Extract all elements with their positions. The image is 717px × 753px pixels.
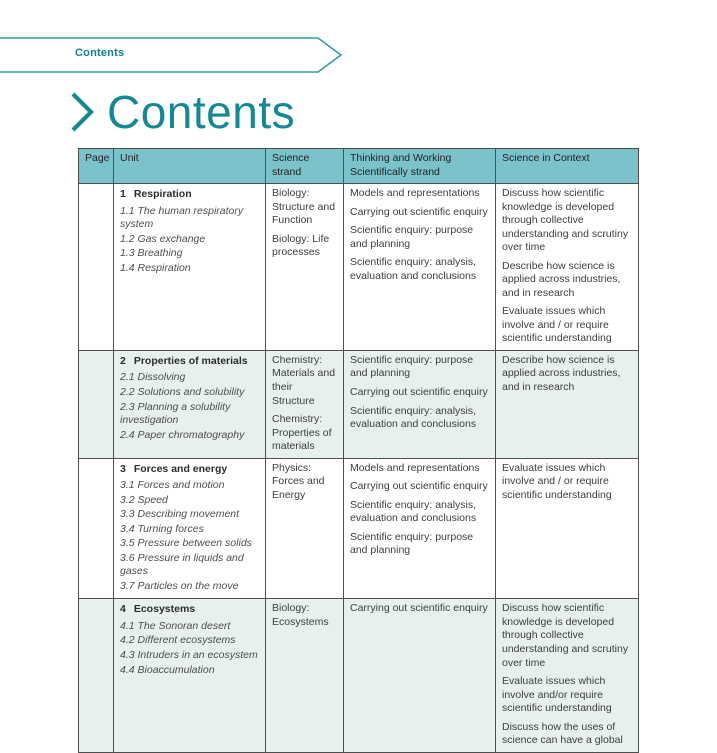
unit-cell: [114, 184, 266, 351]
text-paragraph: Discuss how the uses of science can have a global: [502, 720, 623, 747]
text-paragraph: Biology: Ecosystems: [272, 602, 329, 628]
tws-strand-cell: [344, 458, 496, 599]
text-paragraph: Discuss how scientific knowledge is developed through collective understanding and scrutiny over time: [502, 602, 629, 669]
subunit-item: 3.1 Forces and motion: [120, 479, 225, 492]
unit-title: [120, 188, 259, 202]
contents-tab-banner: [0, 36, 345, 74]
unit-cell: [114, 458, 266, 599]
tws-strand-cell: [344, 184, 496, 351]
text-paragraph: Evaluate issues which involve and / or require scientific understanding: [502, 461, 612, 501]
science-in-context-cell: [496, 458, 639, 599]
subunit-item: 2.3 Planning a solubility investigation: [120, 400, 231, 427]
text-paragraph: Scientific enquiry: analysis, evaluation and conclusions: [350, 404, 477, 431]
page-number-cell: [79, 599, 114, 752]
text-paragraph: Evaluate issues which involve and / or require scientific understanding: [502, 305, 612, 345]
unit-number: 2: [120, 354, 126, 367]
subunit-item: 2.1 Dissolving: [120, 371, 186, 384]
science-strand-cell: [266, 184, 344, 351]
table-header-row: [79, 149, 639, 184]
text-paragraph: Carrying out scientific enquiry: [350, 480, 488, 493]
text-paragraph: Scientific enquiry: analysis, evaluation and conclusions: [350, 498, 477, 525]
tws-strand-cell: [344, 350, 496, 458]
chevron-right-icon: [68, 89, 96, 135]
text-paragraph: Carrying out scientific enquiry: [350, 602, 488, 615]
unit-name: Ecosystems: [133, 603, 196, 616]
science-strand-cell: [266, 599, 344, 752]
text-paragraph: Describe how science is applied across industries, and in research: [502, 353, 621, 393]
subunit-item: 1.4 Respiration: [120, 261, 191, 274]
table-row: [79, 350, 639, 458]
text-paragraph: Physics: Forces and Energy: [272, 461, 325, 501]
science-in-context-cell: [496, 599, 639, 752]
column-header: Science in Context: [496, 149, 639, 184]
text-paragraph: Scientific enquiry: analysis, evaluation and conclusions: [350, 256, 477, 282]
text-paragraph: Evaluate issues which involve and/or require scientific understanding: [502, 675, 612, 715]
contents-table-body: [79, 184, 639, 753]
unit-number: 1: [120, 188, 126, 201]
science-strand-cell: [266, 458, 344, 599]
subunit-item: 3.3 Describing movement: [120, 508, 240, 521]
unit-title: [120, 463, 259, 477]
unit-name: Respiration: [133, 188, 192, 201]
subunit-item: 3.2 Speed: [120, 493, 168, 506]
text-paragraph: Discuss how scientific knowledge is developed through collective understanding and scrutiny over time: [502, 187, 629, 254]
subunit-item: 3.6 Pressure in liquids and gases: [120, 551, 244, 578]
text-paragraph: Scientific enquiry: purpose and planning: [350, 530, 474, 557]
subunit-item: 1.3 Breathing: [120, 247, 183, 260]
science-in-context-cell: [496, 350, 639, 458]
unit-number: 4: [120, 603, 126, 616]
subunit-item: 1.2 Gas exchange: [120, 232, 206, 245]
unit-name: Forces and energy: [133, 462, 228, 475]
text-paragraph: Scientific enquiry: purpose and planning: [350, 353, 474, 380]
table-row: [79, 599, 639, 752]
column-header: Science strand: [266, 149, 344, 184]
unit-number: 3: [120, 462, 126, 475]
page-number-cell: [79, 458, 114, 599]
science-strand-cell: [266, 350, 344, 458]
text-paragraph: Biology: Structure and Function: [272, 187, 336, 227]
page-number-cell: [79, 184, 114, 351]
subunit-item: 4.3 Intruders in an ecosystem: [120, 649, 258, 661]
table-row: [79, 184, 639, 351]
unit-cell: [114, 350, 266, 458]
page-title-text: Contents: [107, 86, 296, 138]
unit-name: Properties of materials: [133, 354, 248, 367]
text-paragraph: Scientific enquiry: purpose and planning: [350, 224, 474, 250]
tws-strand-cell: [344, 599, 496, 752]
subunit-item: 4.4 Bioaccumulation: [120, 663, 215, 676]
table-row: [79, 458, 639, 599]
text-paragraph: Models and representations: [350, 187, 480, 200]
science-in-context-cell: [496, 184, 639, 351]
subunit-item: 3.5 Pressure between solids: [120, 537, 252, 550]
subunit-item: 2.4 Paper chromatography: [120, 428, 245, 441]
text-paragraph: Models and representations: [350, 461, 480, 474]
unit-cell: [114, 599, 266, 752]
text-paragraph: Describe how science is applied across industries, and in research: [502, 259, 621, 299]
subunit-item: 4.1 The Sonoran desert: [120, 619, 231, 632]
text-paragraph: Carrying out scientific enquiry: [350, 385, 488, 398]
unit-title: [120, 603, 259, 617]
contents-table: [78, 148, 639, 753]
subunit-item: 4.2 Different ecosystems: [120, 634, 236, 647]
unit-title: [120, 355, 259, 369]
subunit-item: 1.1 The human respiratory system: [120, 204, 244, 231]
subunit-item: 2.2 Solutions and solubility: [120, 385, 245, 398]
text-paragraph: Chemistry: Materials and their Structure: [272, 353, 336, 407]
page-title: [68, 84, 295, 140]
column-header: Page: [79, 149, 114, 184]
text-paragraph: Chemistry: Properties of materials: [272, 413, 332, 453]
subunit-item: 3.4 Turning forces: [120, 522, 204, 535]
column-header: Unit: [114, 149, 266, 184]
subunit-item: 3.7 Particles on the move: [120, 579, 239, 592]
text-paragraph: Carrying out scientific enquiry: [350, 205, 488, 218]
column-header: Thinking and Working Scientifically strand: [344, 149, 496, 184]
breadcrumb-label: Contents: [75, 47, 125, 59]
text-paragraph: Biology: Life processes: [272, 232, 330, 259]
arrow-tab-right-icon: [0, 36, 345, 74]
page-number-cell: [79, 350, 114, 458]
